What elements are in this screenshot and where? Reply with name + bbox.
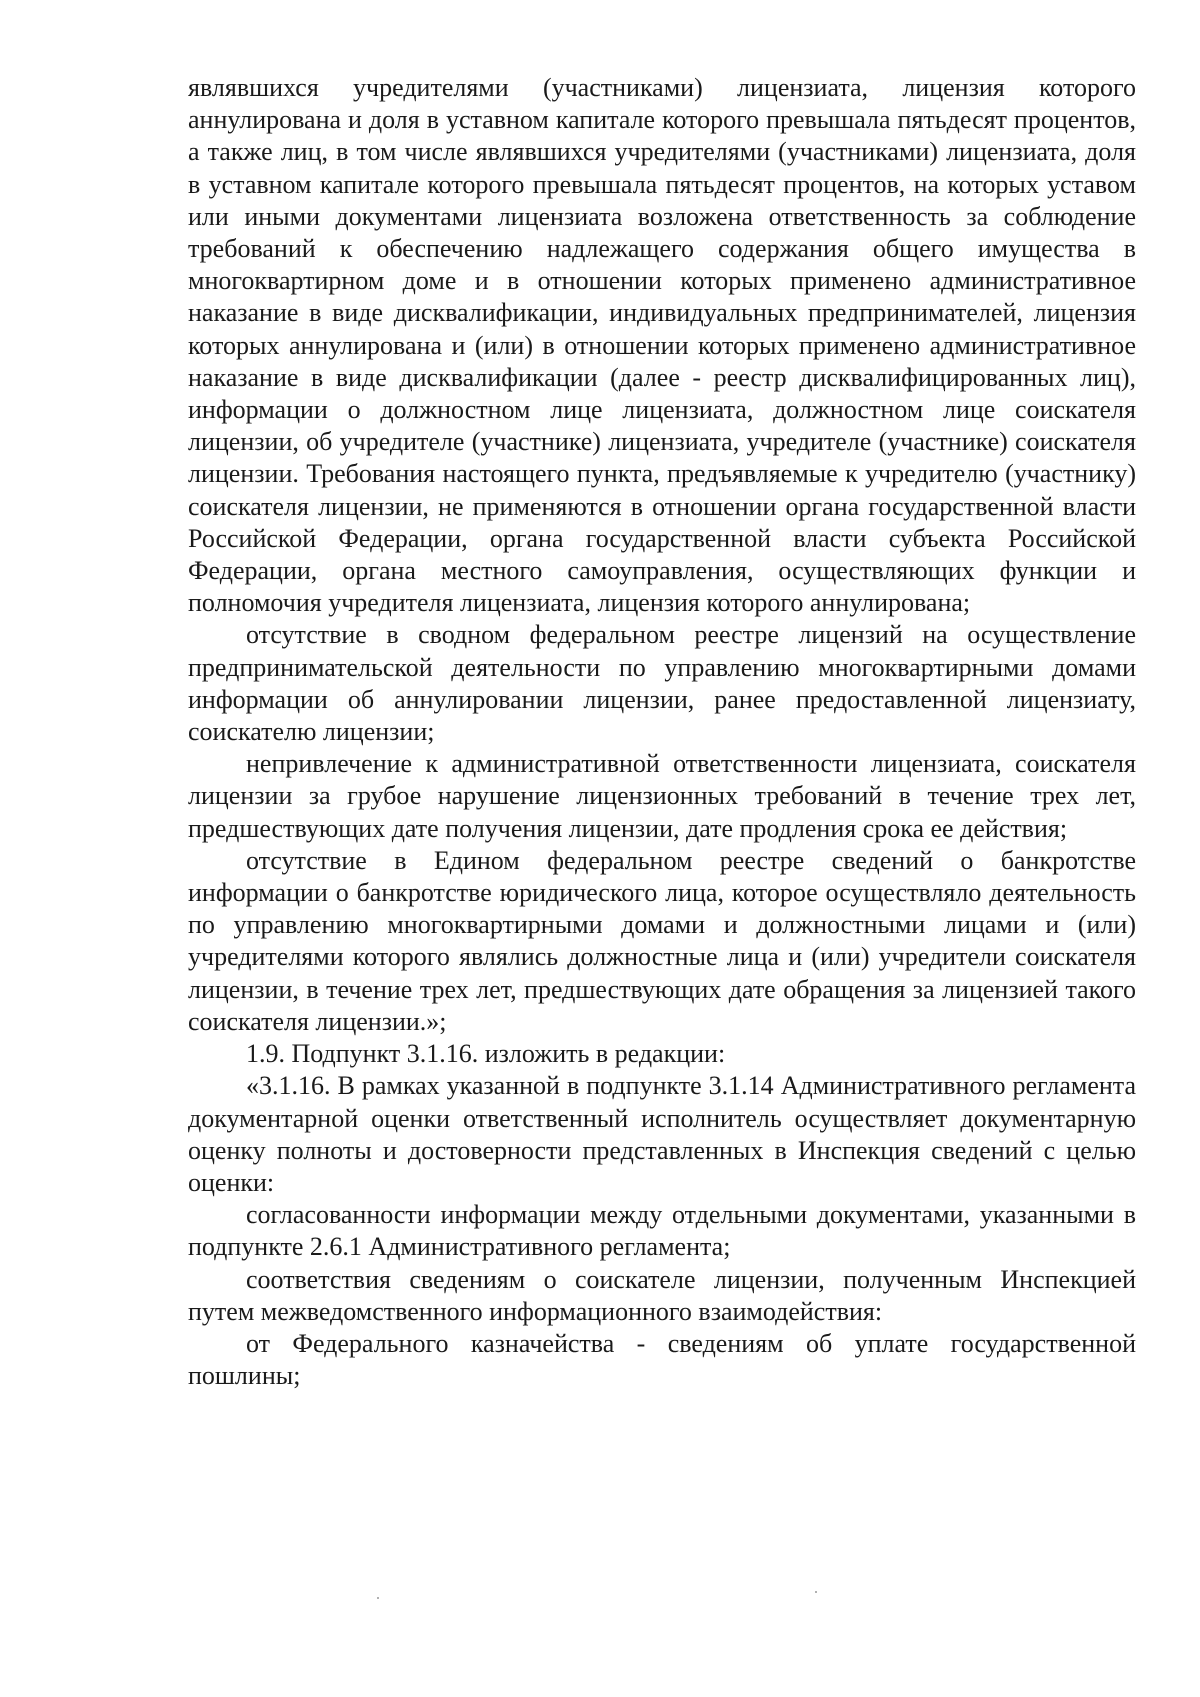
scan-speck [815,1591,817,1593]
paragraph-annulment-info: отсутствие в сводном федеральном реестре лицензий на осуществление предпринимательской деятельности по управлению многоквартирными домами информации об аннулировании лицензии, ранее предоставленной лицензиату, соискателю лицензии; [188,620,1136,747]
paragraph-no-liability: непривлечение к административной ответственности лицензиата, соискателя лицензии за грубое нарушение лицензионных требований в течение трех лет, предшествующих дате получения лицензии, дате продления срока ее действия; [188,749,1136,843]
paragraph-conformity: соответствия сведениям о соискателе лицензии, полученным Инспекцией путем межведомственного информационного взаимодействия: [188,1264,1136,1326]
document-body [188,72,1136,1392]
scan-speck [377,1597,379,1599]
paragraph-bankruptcy: отсутствие в Едином федеральном реестре сведений о банкротстве информации о банкротстве юридического лица, которое осуществляло деятельность по управлению многоквартирными домами и должностными лицами и (или) учредителями которого являлись должностные лица и (или) учредители соискателя лицензии, в течение трех лет, предшествующих дате обращения за лицензией такого соискателя лицензии.»; [188,845,1136,1036]
paragraph-clause-3-1-16: «3.1.16. В рамках указанной в подпункте 3.1.14 Административного регламента документарной оценки ответственный исполнитель осуществляет документарную оценку полноты и достоверности представленных в Инспекция сведений с целью оценки: [188,1071,1136,1197]
paragraph-treasury: от Федерального казначейства - сведениям об уплате государственной пошлины; [188,1328,1136,1391]
paragraph-reestr-continuation: являвшихся учредителями (участниками) лицензиата, лицензия которого аннулирована и доля в уставном капитале которого превышала пятьдесят процентов, а также лиц, в том числе являвшихся учредителями (участниками) лицензиата, доля в уставном капитале которого превышала пятьдесят процентов, на которых уставом или иными документами лицензиата возложена ответственность за соблюдение требований к обеспечению надлежащего содержания общего имущества в многоквартирном доме и в отношении которых применено административное наказание в виде дисквалификации, индивидуальных предпринимателей, лицензия которых аннулирована и (или) в отношении которых применено административное наказание в виде дисквалификации (далее - реестр дисквалифицированных лиц), информации о должностном лице лицензиата, должностном лице соискателя лицензии, об учредителе (участнике) лицензиата, учредителе (участнике) соискателя лицензии. Требования настоящего пункта, предъявляемые к учредителю (участнику) соискателя лицензии, не применяются в отношении органа государственной власти Российской Федерации, органа государственной власти субъекта Российской Федерации, органа местного самоуправления, осуществляющих функции и полномочия учредителя лицензиата, лицензия которого аннулирована; [188,73,1136,618]
paragraph-subclause-1-9: 1.9. Подпункт 3.1.16. изложить в редакции: [246,1039,726,1069]
paragraph-consistency: согласованности информации между отдельными документами, указанными в подпункте 2.6.1 Административного регламента; [188,1200,1136,1262]
